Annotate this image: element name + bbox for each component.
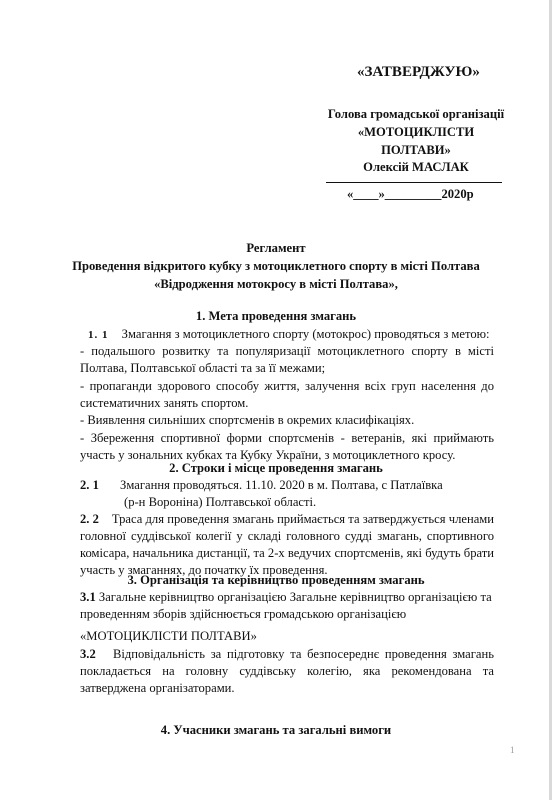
item-number: 2. 2 — [80, 512, 99, 526]
item-number: 2. 1 — [80, 478, 99, 492]
document-title: Регламент — [246, 241, 306, 255]
section-3-item-1 — [80, 589, 500, 623]
section-2-item-2 — [80, 511, 494, 579]
approval-date-line: «____»_________2020р — [347, 187, 474, 201]
document-subtitle-1: Проведення відкритого кубку з мотоциклетного спорту в місті Полтава — [72, 259, 480, 273]
section-1-bullet-2: - пропаганди здорового способу життя, залучення всіх груп населення до систематичних занять спортом. — [80, 379, 494, 410]
section-3-item-1-organization: «МОТОЦИКЛІСТИ ПОЛТАВИ» — [80, 629, 257, 643]
approval-position-line2: «МОТОЦИКЛІСТИ — [357, 125, 475, 139]
section-1-bullet-4: - Збереження спортивної форми спортсменів - ветеранів, які приймають участь у зональних кубках та Кубку України, з мотоциклетного кросу. — [80, 431, 494, 462]
section-1-heading: 1. Мета проведення змагань — [195, 309, 357, 323]
item-number: 3.2 — [80, 647, 96, 661]
section-2-heading: 2. Строки і місце проведення змагань — [169, 461, 383, 475]
section-2-item-1-line-2: (р-н Вороніна) Полтавської області. — [124, 495, 317, 509]
section-1-item-1 — [88, 326, 490, 344]
approval-position-line1: Голова громадської організації — [327, 107, 505, 121]
section-1-bullet-3: - Виявлення сильніших спортсменів в окремих класифікаціях. — [80, 413, 415, 427]
item-text: Загальне керівництво організацією Загальне керівництво організацією та проведенням зборів здійснюється громадською організацією — [80, 590, 492, 621]
document-subtitle-2: «Відродження мотокросу в місті Полтава», — [154, 277, 398, 291]
item-text: Траса для проведення змагань приймається та затверджується членами головної суддівської колегії у складі головного судді змагань, спортивного комісара, начальника дистанції, та 2-х ведучих спортсменів, які будуть брати участь у змаганнях, до початку їх проведення. — [80, 512, 495, 577]
section-1-bullet-1: - подальшого розвитку та популяризації мотоциклетного спорту в місті Полтава, Полтавської області та за її межами; — [80, 344, 494, 375]
section-2-item-1 — [80, 477, 443, 494]
section-4-heading: 4. Учасники змагань та загальні вимоги — [160, 723, 392, 737]
approval-position-line3: ПОЛТАВИ» — [381, 143, 451, 157]
approval-title: «ЗАТВЕРДЖУЮ» — [357, 64, 480, 80]
signature-line — [326, 182, 502, 183]
approval-signatory: Олексій МАСЛАК — [363, 160, 469, 174]
page-number: 1 — [510, 745, 515, 755]
item-number: 1. 1 — [88, 329, 109, 341]
section-3-item-2 — [80, 646, 494, 697]
item-number: 3.1 — [80, 590, 96, 604]
item-text: Змагання з мотоциклетного спорту (мотокрос) проводяться з метою: — [121, 327, 490, 341]
item-text: Відповідальність за підготовку та безпосереднє проведення змагань покладається на головну суддівську колегію, яка рекомендована та затверджена організаторами. — [80, 647, 494, 695]
item-text: Змагання проводяться. 11.10. 2020 в м. Полтава, с Патлаївка — [120, 478, 443, 492]
section-3-heading: 3. Організація та керівництво проведенням змагань — [127, 573, 425, 587]
